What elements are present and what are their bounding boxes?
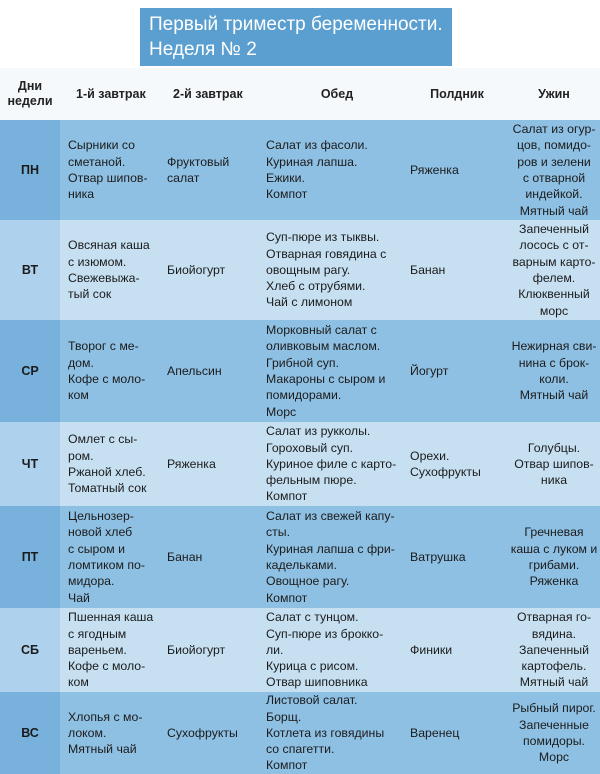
dinner-cell: Запеченный лосось с от- варным карто- фелем. Клюквенный морс <box>512 222 596 318</box>
header-breakfast2: 2-й завтрак <box>173 86 243 101</box>
breakfast1-cell: Пшенная каша с ягодным вареньем. Кофе с моло- ком <box>68 610 154 690</box>
snack-cell: Ватрушка <box>410 549 466 564</box>
snack-cell: Йогурт <box>410 363 449 378</box>
table-row-tue <box>0 220 600 320</box>
lunch-cell: Салат из фасоли. Куриная лапша. Ежики. Компот <box>266 138 368 202</box>
day-label: СР <box>0 320 60 422</box>
breakfast1-cell: Творог с ме- дом. Кофе с моло- ком <box>68 339 146 403</box>
table-row-sat <box>0 608 600 692</box>
snack-cell: Варенец <box>410 725 460 740</box>
lunch-cell: Суп-пюре из тыквы. Отварная говядина с овощным рагу. Хлеб с отрубями. Чай с лимоном <box>266 230 387 310</box>
breakfast1-cell: Омлет с сы- ром. Ржаной хлеб. Томатный сок <box>68 432 147 496</box>
header-breakfast1: 1-й завтрак <box>76 86 146 101</box>
header-lunch: Обед <box>320 86 354 101</box>
day-label: ВТ <box>0 220 60 320</box>
breakfast1-cell: Цельнозер- новой хлеб с сыром и ломтиком по- мидора. Чай <box>68 509 145 605</box>
lunch-cell: Морковный салат с оливковым маслом. Грибной суп. Макароны с сыром и помидорами. Морс <box>266 323 386 419</box>
lunch-cell: Салат из свежей капу- сты. Куриная лапша с фри- кадельками. Овощное рагу. Компот <box>266 509 395 605</box>
table-header <box>0 68 600 120</box>
day-label: ЧТ <box>0 422 60 506</box>
dinner-cell: Голубцы. Отвар шипов- ника <box>514 440 594 488</box>
day-label: ПН <box>0 120 60 220</box>
table-row-sun <box>0 692 600 774</box>
dinner-cell: Нежирная сви- нина с брок- коли. Мятный чай <box>511 339 597 403</box>
breakfast2-cell: Банан <box>167 549 203 564</box>
breakfast1-cell: Овсяная каша с изюмом. Свежевыжа- тый сок <box>68 238 150 302</box>
header-dinner: Ужин <box>538 86 570 101</box>
breakfast2-cell: Биойогурт <box>167 642 226 657</box>
day-label: ПТ <box>0 506 60 608</box>
breakfast2-cell: Апельсин <box>167 363 222 378</box>
header-snack: Полдник <box>430 86 484 101</box>
dinner-cell: Салат из огур- цов, помидо- ров и зелени с отварной индейкой. Мятный чай <box>512 122 596 218</box>
title-line-1: Первый триместр беременности. <box>149 14 443 35</box>
header-days: Дни недели <box>7 79 53 108</box>
snack-cell: Ряженка <box>410 162 459 177</box>
dinner-cell: Гречневая каша с луком и грибами. Ряженка <box>510 525 598 589</box>
snack-cell: Банан <box>410 262 446 277</box>
snack-cell: Орехи. Сухофрукты <box>410 448 481 479</box>
breakfast1-cell: Хлопья с мо- локом. Мятный чай <box>68 709 143 757</box>
breakfast2-cell: Сухофрукты <box>167 725 238 740</box>
dinner-cell: Рыбный пирог. Запеченные помидоры. Морс <box>512 701 596 765</box>
table-row-mon <box>0 120 600 220</box>
breakfast2-cell: Фруктовый салат <box>167 154 230 185</box>
page-title <box>140 8 452 66</box>
lunch-cell: Салат из рукколы. Гороховый суп. Куриное филе с карто- фельным пюре. Компот <box>266 424 397 504</box>
lunch-cell: Листовой салат. Борщ. Котлета из говядины со спагетти. Компот <box>266 693 385 773</box>
lunch-cell: Салат с тунцом. Суп-пюре из брокко- ли. Курица с рисом. Отвар шиповника <box>266 610 384 690</box>
dinner-cell: Отварная го- вядина. Запеченный картофель. Мятный чай <box>516 610 592 690</box>
table-row-fri <box>0 506 600 608</box>
breakfast2-cell: Биойогурт <box>167 262 226 277</box>
day-label: ВС <box>0 692 60 774</box>
title-line-2: Неделя № 2 <box>149 39 257 60</box>
breakfast2-cell: Ряженка <box>167 456 216 471</box>
breakfast1-cell: Сырники со сметаной. Отвар шипов- ника <box>68 138 148 202</box>
table-row-thu <box>0 422 600 506</box>
table-row-wed <box>0 320 600 422</box>
snack-cell: Финики <box>410 642 453 657</box>
day-label: СБ <box>0 608 60 692</box>
